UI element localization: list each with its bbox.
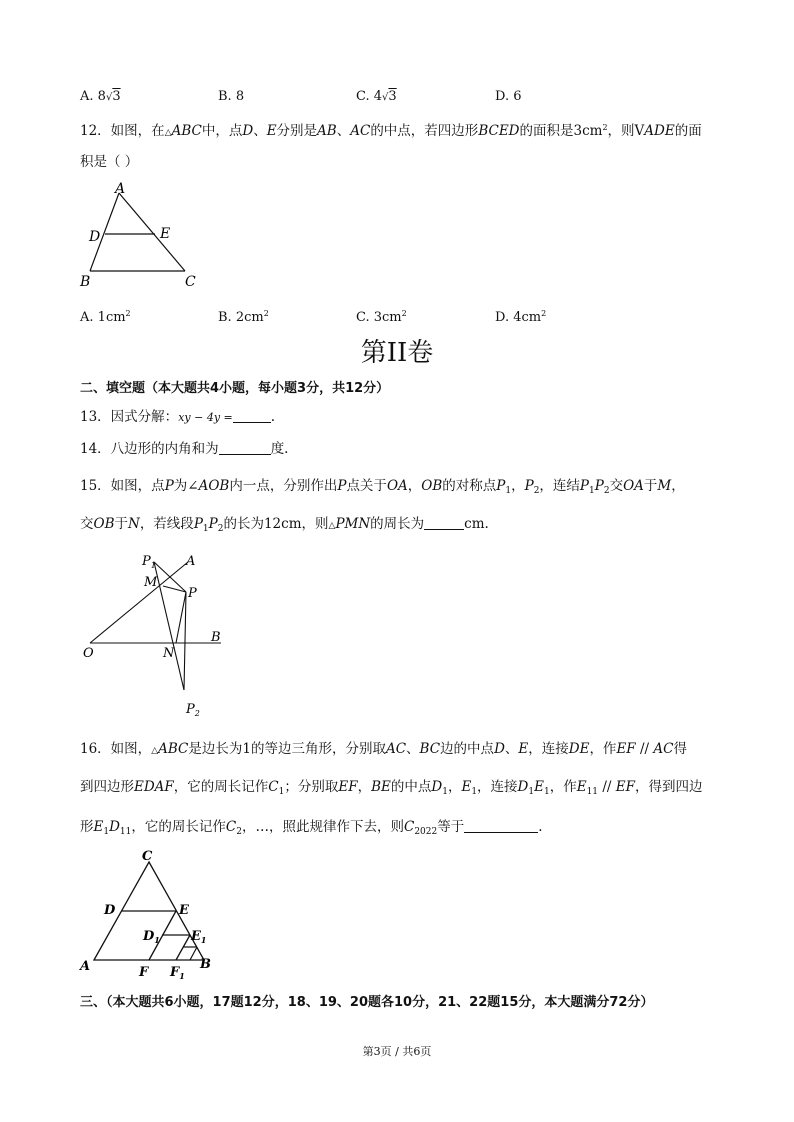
q16-text-line3: 形$E_1D_{11}$，它的周长记作$C_2$，…，照此规律作下去，则$C_{2022}$等于 . — [80, 819, 543, 837]
q11-option-b: B. 8 — [218, 89, 245, 104]
q12-option-a: A. $1cm^2$ — [80, 309, 131, 325]
q13-answer-blank[interactable] — [233, 410, 271, 423]
q15-segment-pp2 — [184, 592, 186, 690]
q12-option-b: B. $2cm^2$ — [218, 309, 269, 325]
q12-label-c: C — [185, 274, 196, 290]
q16-label-f: F — [139, 965, 149, 980]
q15-ray-oa — [90, 562, 188, 643]
q16-label-e1: $E_1$ — [191, 929, 207, 945]
q12-label-d: D — [89, 229, 101, 245]
q12-side-ac — [119, 193, 185, 271]
q15-label-p: P — [188, 586, 197, 601]
q12-label-a: A — [115, 181, 126, 197]
q16-text-line2: 到四边形EDAF，它的周长记作$C_1$；分别取EF，BE的中点$D_1$，$E_1$，连接$D_1E_1$，作$E_{11}$ // EF，得到四边 — [80, 779, 703, 797]
q16-label-d: D — [104, 903, 116, 918]
q12-text-line1: 12．如图，在△ABC中，点D、E分别是AB、AC的中点，若四边形BCED的面积是$3cm^2$，则VADE的面 — [80, 123, 702, 139]
q16-label-c: C — [142, 849, 153, 864]
q16-segment-e2f2 — [190, 947, 197, 960]
q16-text-line1: 16．如图，△ABC是边长为1的等边三角形，分别取AC、BC边的中点D、E，连接DE，作EF // AC得 — [80, 741, 687, 757]
q12-label-b: B — [80, 274, 91, 290]
q15-label-n: N — [163, 646, 175, 661]
q12-option-c: C. $3cm^2$ — [356, 309, 407, 325]
q15-text-line1: 15．如图，点P为∠AOB内一点，分别作出P点关于OA，OB的对称点$P_1$，$P_2$，连结$P_1P_2$交OA于M， — [80, 478, 685, 496]
q15-label-m: M — [144, 575, 158, 590]
q12-text-line2: 积是（ ） — [80, 154, 139, 170]
q15-label-p1: $P_1$ — [142, 554, 156, 570]
q15-text-line2: 交OB于N，若线段$P_1P_2$的长为12cm，则△PMN的周长为 cm. — [80, 516, 489, 534]
q15-angle-figure — [78, 550, 238, 720]
q12-label-e: E — [160, 226, 171, 242]
q11-option-c: C. 4√3 — [356, 89, 397, 104]
section3-heading: 三、（本大题共6小题，17题12分，18、19、20题各10分，21、22题15分，本大题满分72分） — [80, 995, 654, 1010]
q15-answer-blank[interactable] — [424, 517, 464, 530]
q14-text: 14．八边形的内角和为 度. — [80, 441, 289, 457]
q15-label-o: O — [83, 646, 94, 661]
q16-label-f1: $F_1$ — [170, 965, 185, 980]
q13-text: 13．因式分解：xy − 4y = . — [80, 409, 276, 425]
page-footer: 第3页 / 共6页 — [362, 1045, 432, 1058]
q15-label-a: A — [186, 554, 196, 569]
q16-label-b: B — [200, 957, 211, 972]
section2-heading: 二、填空题（本大题共4小题，每小题3分，共12分） — [80, 381, 390, 396]
q12-triangle-figure — [78, 178, 203, 290]
q16-label-d1: $D_1$ — [143, 929, 160, 945]
part2-title: 第II卷 — [360, 338, 434, 368]
q16-triangle-figure — [76, 845, 221, 980]
q16-answer-blank[interactable] — [464, 820, 538, 833]
q16-label-a: A — [80, 959, 91, 974]
q11-option-d: D. 6 — [495, 89, 522, 104]
q15-label-b: B — [211, 630, 221, 645]
q15-label-p2: $P_2$ — [186, 702, 200, 718]
q15-segment-pn — [176, 592, 186, 643]
q14-answer-blank[interactable] — [219, 442, 271, 455]
q16-label-e: E — [179, 903, 189, 918]
q12-option-d: D. $4cm^2$ — [495, 309, 547, 325]
q11-option-a: A. 8√3 — [80, 89, 121, 104]
